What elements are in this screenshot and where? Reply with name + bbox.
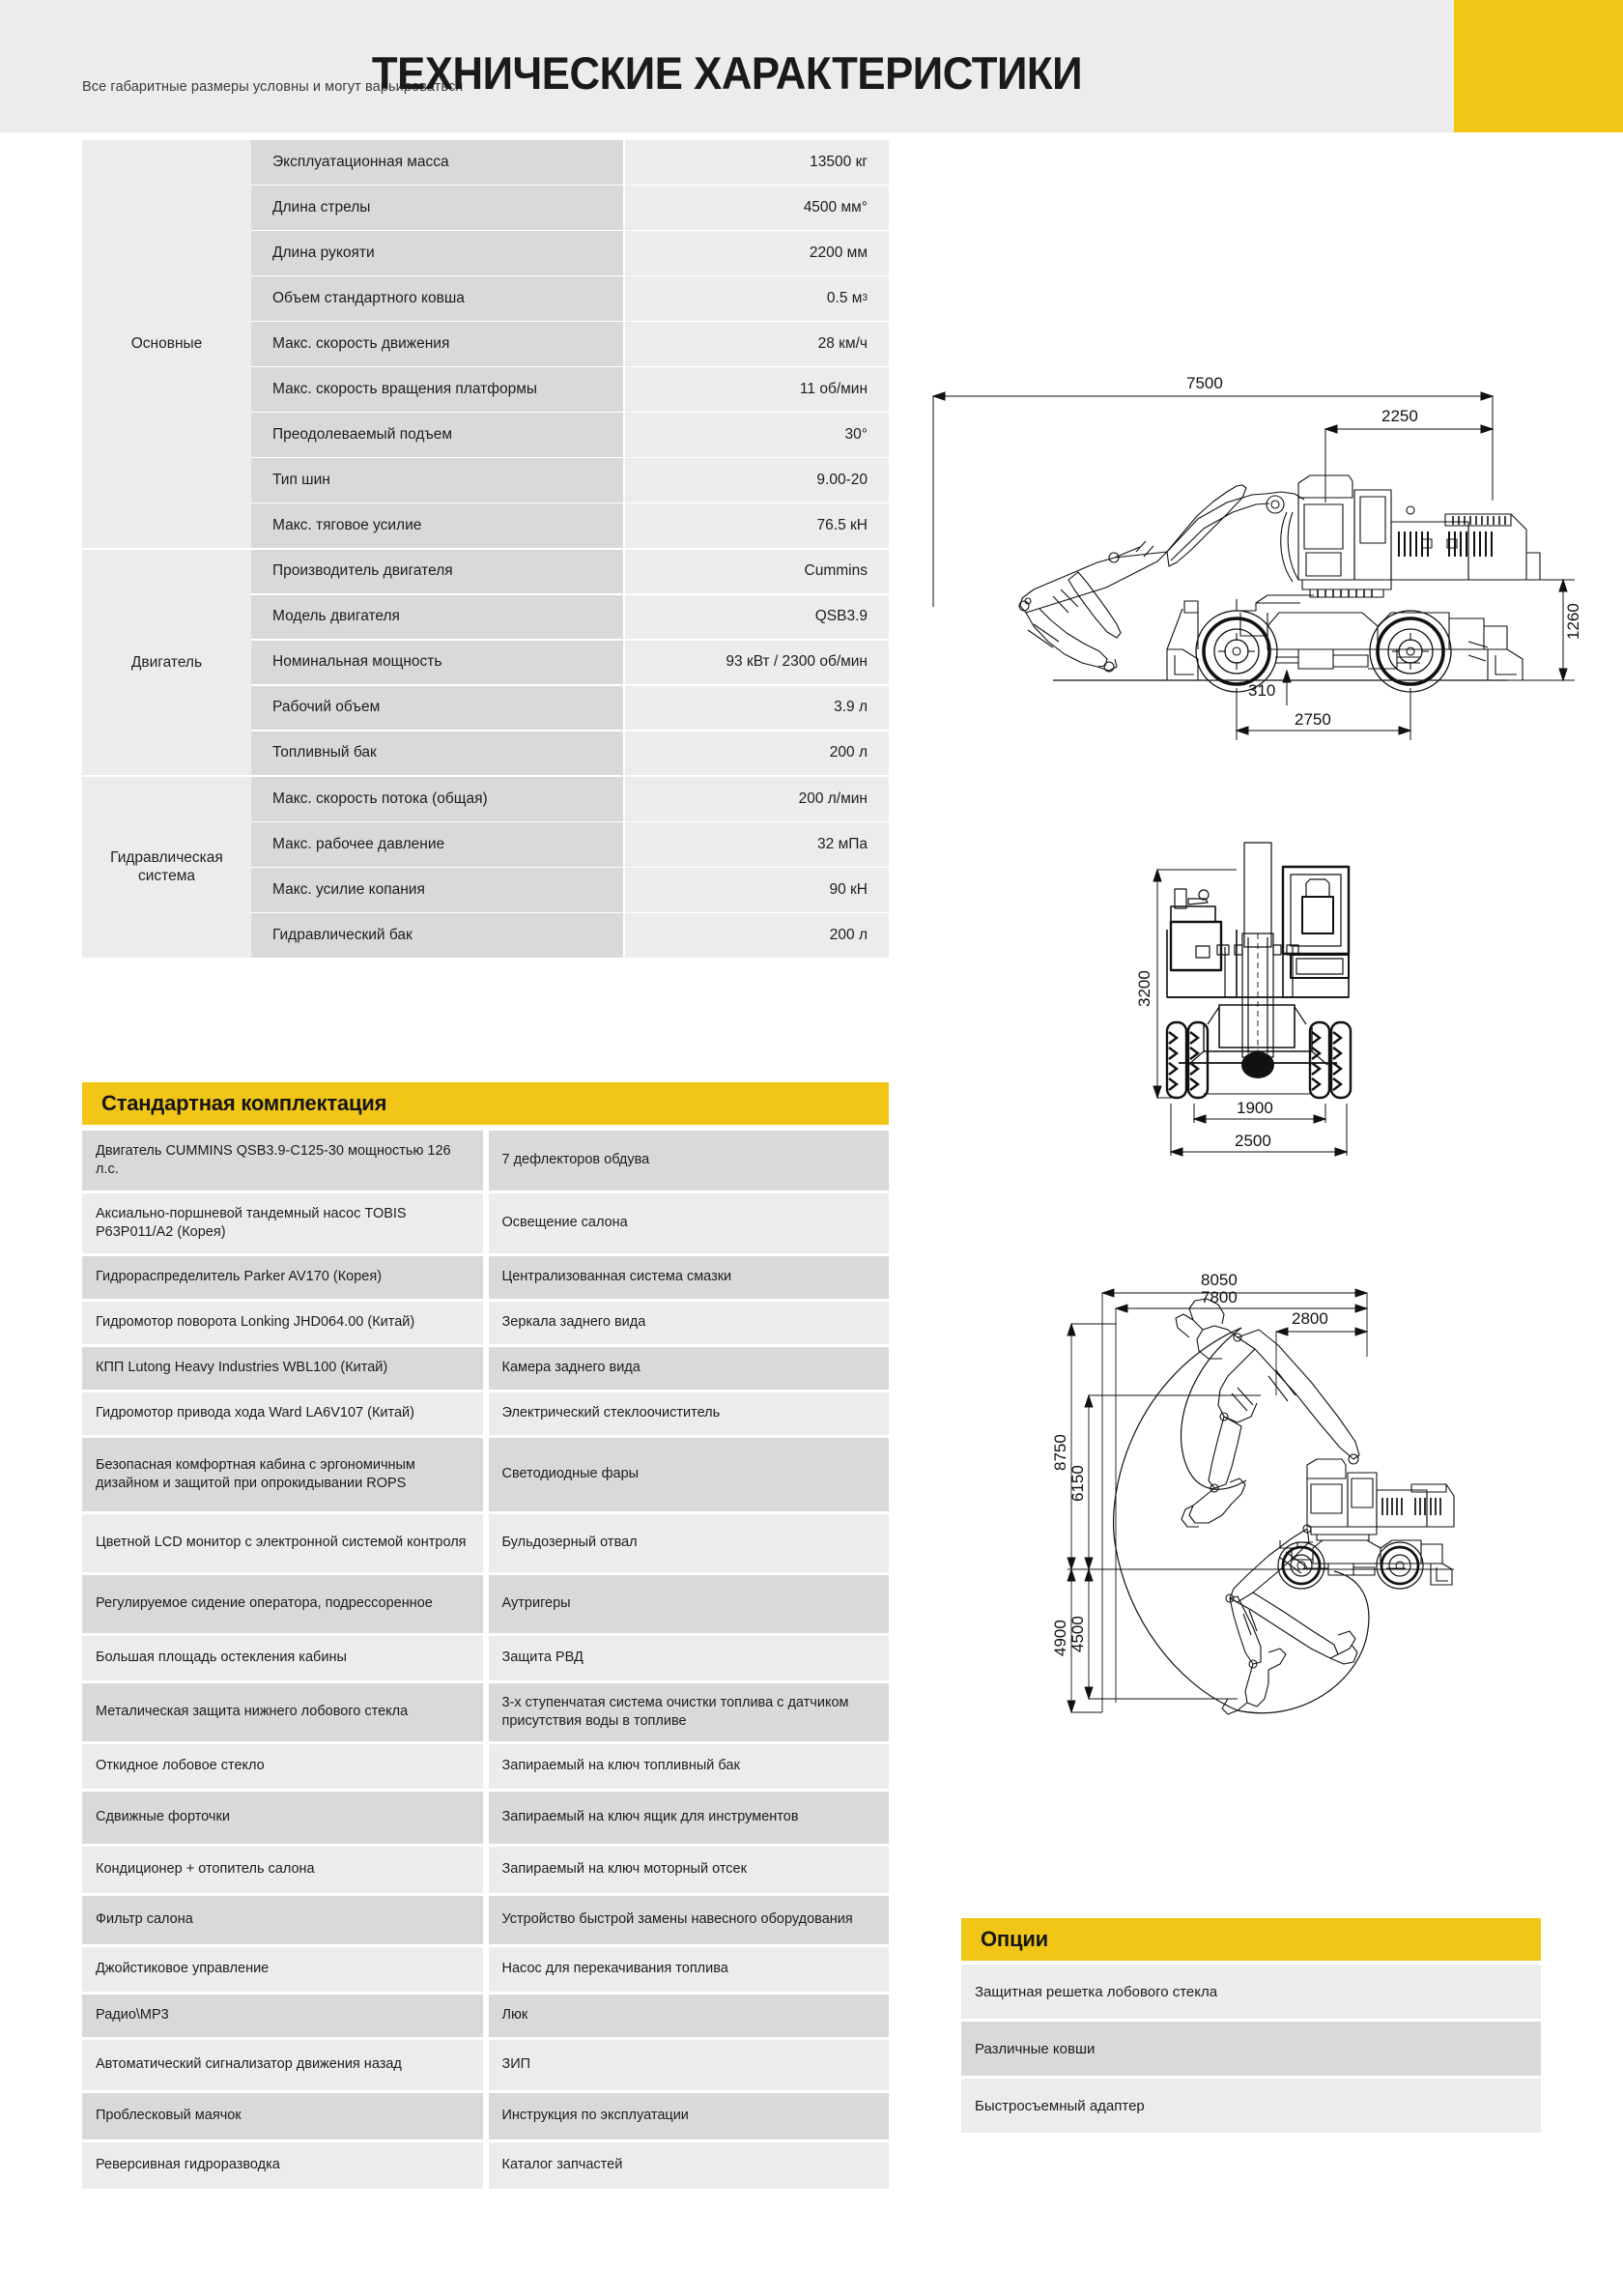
standard-equipment-item: Реверсивная гидроразводка	[82, 2142, 483, 2189]
dim-range-digging-reach: 7800	[1201, 1288, 1238, 1306]
standard-equipment-item: Камера заднего вида	[489, 1347, 890, 1390]
standard-equipment-item: Аутригеры	[489, 1575, 890, 1633]
standard-equipment-item: Централизованная система смазки	[489, 1256, 890, 1299]
spec-row-name: Длина стрелы	[251, 186, 623, 230]
spec-row	[251, 276, 889, 321]
spec-group	[82, 140, 889, 548]
options-list	[961, 1965, 1541, 2133]
spec-row-name: Преодолеваемый подъем	[251, 413, 623, 457]
spec-row	[251, 413, 889, 457]
spec-row-name: Макс. тяговое усилие	[251, 503, 623, 548]
spec-row	[251, 822, 889, 867]
spec-row	[251, 186, 889, 230]
spec-row-value: 9.00-20	[625, 458, 889, 502]
dim-side-wheelbase: 2750	[1295, 710, 1331, 729]
page-header	[0, 0, 1623, 132]
spec-row-name: Тип шин	[251, 458, 623, 502]
standard-equipment-section	[82, 1082, 889, 2192]
spec-row-name: Макс. скорость движения	[251, 322, 623, 366]
standard-equipment-item: Радио\MP3	[82, 1995, 483, 2037]
spec-row-value: 3.9 л	[625, 686, 889, 731]
spec-row	[251, 868, 889, 912]
spec-row	[251, 140, 889, 185]
spec-group	[82, 550, 889, 776]
spec-row-name: Топливный бак	[251, 732, 623, 776]
standard-equipment-item: Металическая защита нижнего лобового стекла	[82, 1683, 483, 1741]
option-item: Различные ковши	[961, 2022, 1541, 2076]
standard-equipment-item: Запираемый на ключ топливный бак	[489, 1744, 890, 1789]
standard-equipment-item: Гидромотор поворота Lonking JHD064.00 (Китай)	[82, 1302, 483, 1344]
spec-row	[251, 777, 889, 821]
standard-equipment-item: Откидное лобовое стекло	[82, 1744, 483, 1789]
spec-row-value: 90 кН	[625, 868, 889, 912]
dim-front-width: 2500	[1235, 1132, 1271, 1150]
standard-equipment-item: Джойстиковое управление	[82, 1947, 483, 1992]
spec-row-value: 4500 мм°	[625, 186, 889, 230]
dim-range-vertical-depth: 4500	[1068, 1616, 1087, 1652]
spec-row	[251, 913, 889, 958]
standard-equipment-item: Запираемый на ключ моторный отсек	[489, 1847, 890, 1893]
dim-range-dump-reach: 2800	[1292, 1309, 1328, 1328]
spec-row	[251, 732, 889, 776]
spec-group-label: Основные	[82, 140, 251, 548]
standard-equipment-item: Проблесковый маячок	[82, 2093, 483, 2139]
spec-rows	[251, 550, 889, 776]
spec-row-name: Макс. рабочее давление	[251, 822, 623, 867]
standard-equipment-item: Кондиционер + отопитель салона	[82, 1847, 483, 1893]
front-view-drawing	[1111, 833, 1497, 1162]
standard-equipment-item: Цветной LCD монитор с электронной системой контроля	[82, 1514, 483, 1572]
dim-side-clearance: 310	[1248, 681, 1276, 700]
spec-row-name: Модель двигателя	[251, 595, 623, 640]
option-item: Защитная решетка лобового стекла	[961, 1965, 1541, 2019]
spec-row	[251, 231, 889, 275]
options-section	[961, 1918, 1541, 2136]
standard-equipment-item: Каталог запчастей	[489, 2142, 890, 2189]
side-view-drawing	[908, 359, 1623, 756]
standard-equipment-item: Гидрораспределитель Parker AV170 (Корея)	[82, 1256, 483, 1299]
page-body	[0, 132, 1623, 2296]
standard-equipment-item: Большая площадь остекления кабины	[82, 1636, 483, 1680]
spec-row-name: Макс. скорость потока (общая)	[251, 777, 623, 821]
spec-row-value: 76.5 кН	[625, 503, 889, 548]
standard-equipment-item: Защита РВД	[489, 1636, 890, 1680]
standard-equipment-item: Аксиально-поршневой тандемный насос TOBIS P63P011/A2 (Корея)	[82, 1193, 483, 1253]
spec-row-value: 200 л	[625, 732, 889, 776]
standard-equipment-item: Автоматический сигнализатор движения назад	[82, 2040, 483, 2090]
working-range-drawing	[1048, 1248, 1551, 1828]
standard-equipment-item: Сдвижные форточки	[82, 1792, 483, 1844]
spec-row-name: Объем стандартного ковша	[251, 276, 623, 321]
spec-group-label: Двигатель	[82, 550, 251, 776]
dim-range-digging-depth: 4900	[1051, 1620, 1069, 1656]
standard-equipment-item: КПП Lutong Heavy Industries WBL100 (Китай)	[82, 1347, 483, 1390]
spec-row-value: Cummins	[625, 550, 889, 594]
spec-group-label: Гидравлическая система	[82, 777, 251, 958]
spec-row	[251, 322, 889, 366]
spec-rows	[251, 777, 889, 958]
spec-row	[251, 367, 889, 412]
spec-row-value: 2200 мм	[625, 231, 889, 275]
standard-equipment-left-column	[82, 1131, 486, 2192]
standard-equipment-item: Запираемый на ключ ящик для инструментов	[489, 1792, 890, 1844]
option-item: Быстросъемный адаптер	[961, 2079, 1541, 2133]
dim-side-overall-length: 7500	[1186, 374, 1223, 392]
dim-side-tail-swing: 2250	[1381, 407, 1418, 425]
spec-row	[251, 550, 889, 594]
dim-front-track: 1900	[1237, 1099, 1273, 1117]
spec-row-value: 200 л/мин	[625, 777, 889, 821]
standard-equipment-item: Гидромотор привода хода Ward LA6V107 (Китай)	[82, 1392, 483, 1435]
spec-row-value: 0.5 м 3	[625, 276, 889, 321]
spec-row-value: 32 мПа	[625, 822, 889, 867]
standard-equipment-item: 7 дефлекторов обдува	[489, 1131, 890, 1191]
spec-row	[251, 503, 889, 548]
standard-equipment-item: Устройство быстрой замены навесного оборудования	[489, 1896, 890, 1944]
header-accent-block	[1454, 0, 1623, 132]
dim-range-max-reach: 8050	[1201, 1271, 1238, 1289]
spec-row-name: Эксплуатационная масса	[251, 140, 623, 185]
spec-row-value: 28 км/ч	[625, 322, 889, 366]
spec-row-name: Номинальная мощность	[251, 641, 623, 685]
standard-equipment-item: Безопасная комфортная кабина с эргономичным дизайном и защитой при опрокидывании ROPS	[82, 1438, 483, 1511]
standard-equipment-item: Зеркала заднего вида	[489, 1302, 890, 1344]
spec-row-value: 93 кВт / 2300 об/мин	[625, 641, 889, 685]
standard-equipment-item: Регулируемое сидение оператора, подрессоренное	[82, 1575, 483, 1633]
spec-row-name: Макс. усилие копания	[251, 868, 623, 912]
spec-row-name: Производитель двигателя	[251, 550, 623, 594]
spec-row-value: 30°	[625, 413, 889, 457]
spec-row-value: 13500 кг	[625, 140, 889, 185]
standard-equipment-item: 3-х ступенчатая система очистки топлива с датчиком присутствия воды в топливе	[489, 1683, 890, 1741]
spec-row-value: QSB3.9	[625, 595, 889, 640]
spec-row	[251, 458, 889, 502]
dim-front-height: 3200	[1135, 970, 1153, 1007]
standard-equipment-item: ЗИП	[489, 2040, 890, 2090]
standard-equipment-right-column	[486, 1131, 890, 2192]
spec-row-value: 200 л	[625, 913, 889, 958]
standard-equipment-item: Насос для перекачивания топлива	[489, 1947, 890, 1992]
standard-equipment-item: Бульдозерный отвал	[489, 1514, 890, 1572]
spec-row	[251, 686, 889, 731]
spec-row	[251, 641, 889, 685]
dim-range-cut-height: 6150	[1068, 1465, 1087, 1502]
spec-group	[82, 777, 889, 958]
standard-equipment-item: Люк	[489, 1995, 890, 2037]
standard-equipment-item: Освещение салона	[489, 1193, 890, 1253]
spec-row-name: Гидравлический бак	[251, 913, 623, 958]
spec-row-name: Рабочий объем	[251, 686, 623, 731]
standard-equipment-item: Двигатель CUMMINS QSB3.9-C125-30 мощностью 126 л.с.	[82, 1131, 483, 1191]
standard-equipment-item: Светодиодные фары	[489, 1438, 890, 1511]
dim-side-height: 1260	[1564, 603, 1582, 640]
dim-range-dump-height: 8750	[1051, 1434, 1069, 1471]
page-title: ТЕХНИЧЕСКИЕ ХАРАКТЕРИСТИКИ	[371, 47, 1083, 99]
standard-equipment-item: Электрический стеклоочиститель	[489, 1392, 890, 1435]
standard-equipment-item: Инструкция по эксплуатации	[489, 2093, 890, 2139]
spec-row-name: Длина рукояти	[251, 231, 623, 275]
options-title: Опции	[961, 1918, 1541, 1961]
spec-row-name: Макс. скорость вращения платформы	[251, 367, 623, 412]
spec-rows	[251, 140, 889, 548]
standard-equipment-item: Фильтр салона	[82, 1896, 483, 1944]
specifications-table	[82, 140, 889, 960]
header-subtitle: Все габаритные размеры условны и могут варьироваться	[82, 79, 464, 95]
standard-equipment-title: Стандартная комплектация	[82, 1082, 889, 1125]
spec-row	[251, 595, 889, 640]
spec-row-value: 11 об/мин	[625, 367, 889, 412]
